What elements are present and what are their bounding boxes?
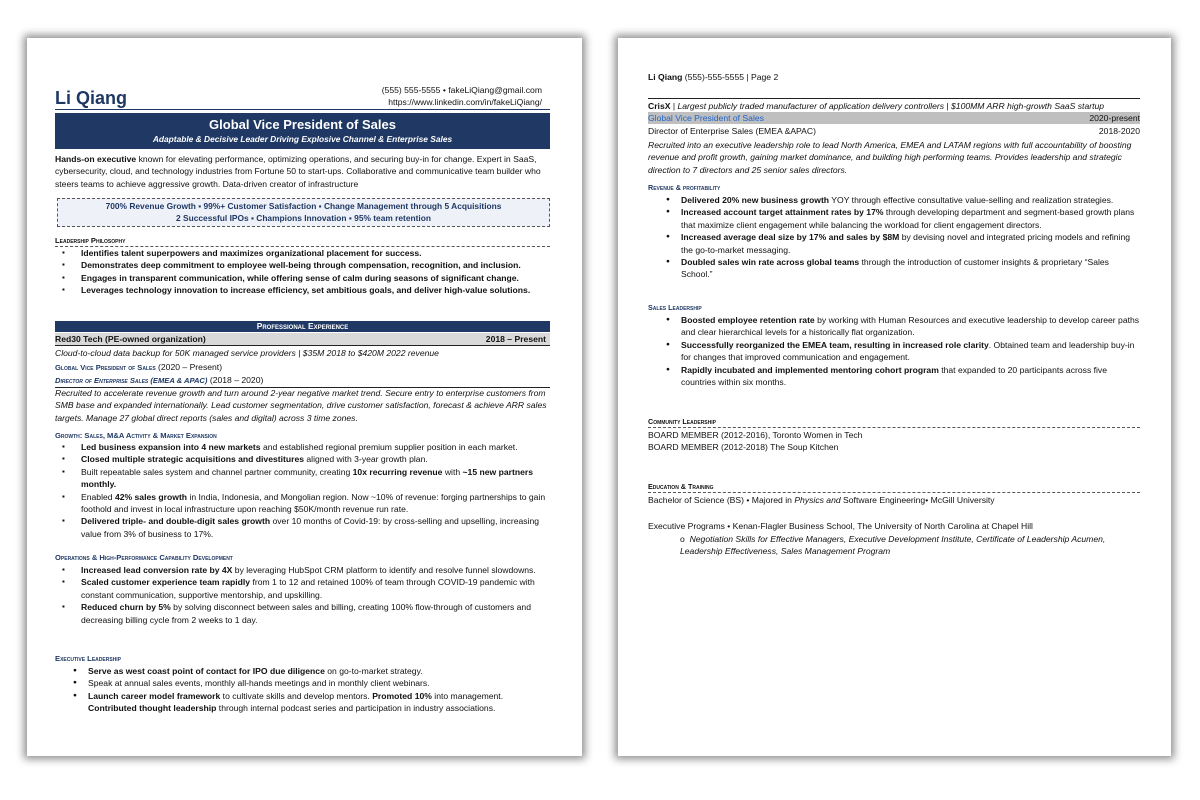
company-name: Red30 Tech (PE-owned organization) [55,334,206,344]
list-item: ▪ Engages in transparent communication, while offering sense of calm during seasons of significant change. [55,272,550,284]
ops-list [55,564,552,626]
highlights-line-2: 2 Successful IPOs ▪ Champions Innovation ▪ 95% team retention [176,213,431,223]
list-item: ● Rapidly incubated and implemented mentoring cohort program that expanded to 20 participants across five countries within six months. [648,364,1142,389]
role-title: Director of Enterprise Sales (EMEA & APAC) [55,376,208,385]
company-description: Largest publicly traded manufacturer of application delivery controllers | $100MM ARR high-growth SaaS startup [677,101,1105,111]
summary: Hands-on executive known for elevating performance, optimizing operations, and securing buy-in for change. Expert in SaaS, cybersecurity, cloud, and technology industries from Fortune 50 to start-ups. Collaborative and communicative team builder who steers teams to achieve aggressive growth. Data-driven creator of infrastructure [55,154,541,189]
revenue-heading: Revenue & profitability [648,183,721,192]
company-dates: 2018 – Present [485,334,546,344]
list-item: ● Boosted employee retention rate by working with Human Resources and executive leadership to develop career paths and clear hierarchical levels for a historically flat organization. [648,314,1142,339]
list-item: ▪ Reduced churn by 5% by solving disconnect between sales and billing, creating 100% flow-through of customers and decreasing billing cycle from 2 weeks to 1 day. [55,601,552,626]
role-row [648,125,1140,137]
list-item: ● Speak at annual sales events, monthly all-hands meetings and in monthly client webinars. [55,677,552,689]
company-row: CrisX | Largest publicly traded manufacturer of application delivery controllers | $100MM ARR high-growth SaaS startup [648,98,1140,112]
linkedin-url[interactable]: https://www.linkedin.com/in/fakeLiQiang/ [388,97,542,107]
list-item: ▪ Scaled customer experience team rapidly from 1 to 12 and retained 100% of team through COVID-19 pandemic with constant communication, supportive mentorship, and upskilling. [55,576,552,601]
exec-heading: Executive Leadership [55,654,121,663]
banner-subtitle: Adaptable & Decisive Leader Driving Explosive Channel & Enterprise Sales [152,134,453,144]
company-name: CrisX [648,101,671,111]
experience-heading: Professional Experience [55,321,550,332]
role-dates: 2018-2020 [1098,126,1140,136]
community-item: BOARD MEMBER (2012-2016), Toronto Women in Tech [648,430,863,440]
list-item: ● Delivered 20% new business growth YOY through effective consultative value-selling and realization strategies. [648,194,1142,206]
list-item: ▪ Increased lead conversion rate by 4X by leveraging HubSpot CRM platform to identify and resolve funnel slowdowns. [55,564,552,576]
candidate-name: Li Qiang [55,88,127,108]
contact-phone-email: (555) 555-5555 • fakeLiQiang@gmail.com [381,85,542,95]
community-heading: Community Leadership [648,417,1140,428]
executive-programs-detail: o Negotiation Skills for Effective Managers, Executive Development Institute, Certificate of Leadership Acumen, Leadership Effectiveness, Sales Management Program [680,534,1106,557]
role-title: Director of Enterprise Sales (EMEA &APAC) [648,126,816,136]
role-summary: Recruited into an executive leadership role to lead North America, EMEA and LATAM regions with full accountability of boosting revenue and profit growth, gaining market dominance, and building high performing teams. Provides leadership and strategic direction to 7 directors and 25 senior sales directors. [648,140,1132,175]
list-item: ● Increased account target attainment rates by 17% through developing department and segment-based growth plans that maximize client engagement while balancing the workload for client engagement directors. [648,206,1142,231]
list-item: ▪ Delivered triple- and double-digit sales growth over 10 months of Covid-19: by cross-selling and upselling, increasing value from 3% of business to 17%. [55,515,552,540]
highlights-box [57,198,550,227]
list-item: ▪ Leverages technology innovation to increase efficiency, set ambitious goals, and deliver high-value solutions. [55,284,550,296]
list-item: ▪ Closed multiple strategic acquisitions and divestitures aligned with 3-year growth plan. [55,453,552,465]
title-banner [55,113,550,149]
exec-list [55,665,552,715]
growth-list [55,441,552,540]
list-item: ▪ Identifies talent superpowers and maximizes organizational placement for success. [55,247,550,259]
philosophy-list [55,247,550,297]
list-item: ● Doubled sales win rate across global teams through the introduction of customer insights & proprietary “Sales School.” [648,256,1142,281]
list-item: ● Serve as west coast point of contact for IPO due diligence on go-to-market strategy. [55,665,552,677]
role-dates: (2020 – Present) [155,362,223,372]
executive-programs: Executive Programs • Kenan-Flagler Business School, The University of North Carolina at Chapel Hill [648,521,1033,531]
list-item: ● Increased average deal size by 17% and sales by $8M by devising novel and integrated pricing models and refining the go-to-market messaging. [648,231,1142,256]
philosophy-heading: Leadership Philosophy [55,235,550,247]
highlights-line-1: 700% Revenue Growth ▪ 99%+ Customer Satisfaction ▪ Change Management through 5 Acquisitions [105,201,502,211]
role-row [648,112,1140,124]
list-item: ▪ Led business expansion into 4 new markets and established regional premium supplier position in each market. [55,441,552,453]
revenue-list [648,194,1142,281]
role-dates: (2018 – 2020) [207,375,264,385]
list-item: ● Successfully reorganized the EMEA team, resulting in increased role clarity. Obtained team and leadership buy-in for changes that improved communication and engagement. [648,339,1142,364]
education-heading: Education & Training [648,482,1140,493]
role-title: Global Vice President of Sales [55,363,156,372]
growth-heading: Growth: Sales, M&A Activity & Market Expansion [55,431,217,440]
sales-heading: Sales Leadership [648,303,702,312]
banner-title: Global Vice President of Sales [209,117,396,132]
company-row [55,333,550,346]
list-item: ▪ Built repeatable sales system and channel partner community, creating 10x recurring revenue with ~15 new partners monthly. [55,466,552,491]
degree: Bachelor of Science (BS) • Majored in Physics and Software Engineering• McGill University [648,495,995,505]
company-description: Cloud-to-cloud data backup for 50K managed service providers | $35M 2018 to $420M 2022 revenue [55,348,439,358]
community-item: BOARD MEMBER (2012-2018) The Soup Kitchen [648,442,839,453]
role-title: Global Vice President of Sales [648,113,764,123]
resume-page-1 [27,38,582,756]
sales-list [648,314,1142,388]
role-dates: 2020-present [1089,113,1140,123]
resume-page-2 [618,38,1171,756]
page-header: Li Qiang (555)-555-5555 | Page 2 [648,72,779,82]
list-item: ● Launch career model framework to cultivate skills and develop mentors. Promoted 10% into management. Contributed thought leadership through internal podcast series and participation in industry associations. [55,690,552,715]
role-summary: Recruited to accelerate revenue growth and turn around 2-year negative market trend. Secure entry to enterprise customers from SMB base and expanded internationally. Lead customer segmentation, drive customer satisfaction, forecast & achieve ARR sales targets. Manage 27 global direct reports (sales and digital) across 3 time zones. [55,388,547,423]
list-item: ▪ Enabled 42% sales growth in India, Indonesia, and Mongolian region. Now ~10% of revenue: forging partnerships to gain foothold and invest in local infrastructure upon reaching $50K/month revenue run rate. [55,491,552,516]
ops-heading: Operations & High-Performance Capability Development [55,553,233,562]
list-item: ▪ Demonstrates deep commitment to employee well-being through compensation, recognition, and inclusion. [55,259,550,271]
